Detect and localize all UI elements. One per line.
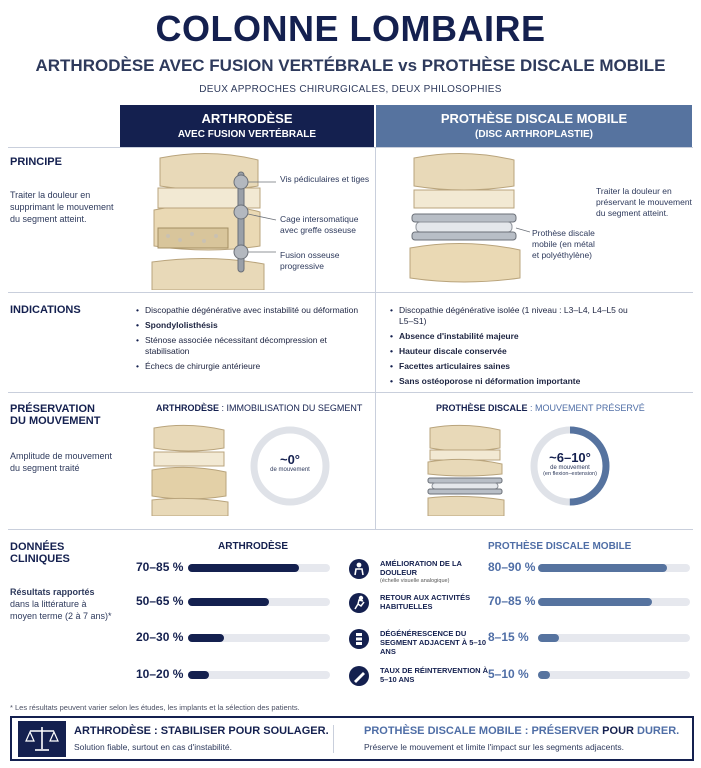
disc-prosthesis-icon	[412, 214, 516, 240]
list-item: • Discopathie dégénérative avec instabilité ou déformation	[136, 305, 361, 316]
row-desc-strong: Résultats rapportés	[10, 587, 95, 597]
clinical-category	[380, 629, 490, 656]
divider	[8, 392, 693, 393]
heading-strong: ARTHRODÈSE	[156, 403, 220, 413]
summary-title-part: STABILISER POUR SOULAGER.	[160, 725, 329, 737]
scalpel-icon	[349, 666, 369, 686]
list-item: • Absence d'instabilité majeure	[390, 331, 630, 342]
arthrodese-value: 20–30 %	[136, 630, 184, 644]
scale-badge	[18, 721, 66, 757]
clinical-category-label: AMÉLIORATION DE LA DOULEUR	[380, 559, 462, 577]
motion-note: (en flexion–extension)	[543, 471, 597, 477]
summary-title-part: PROTHÈSE DISCALE MOBILE :	[364, 725, 532, 737]
row-label-line: DU MOUVEMENT	[10, 415, 101, 427]
arthrodese-value: 70–85 %	[136, 560, 184, 574]
prothese-value: 5–10 %	[488, 667, 529, 681]
arthrodese-bar-track	[188, 671, 330, 679]
disc-icon	[414, 190, 514, 208]
donnees-right-heading: PROTHÈSE DISCALE MOBILE	[488, 541, 632, 552]
list-item: • Sténose associée nécessitant décompression et stabilisation	[136, 335, 361, 357]
summary-right-sub: Préserve le mouvement et limite l'impact sur les segments adjacents.	[364, 742, 625, 752]
summary-right-title	[364, 725, 679, 737]
indications-list-prothese	[390, 305, 630, 391]
divider	[8, 292, 693, 293]
callout-prothese-discale: Prothèse discale mobile (en métal et polyéthylène)	[532, 228, 595, 260]
clinical-category	[380, 666, 490, 684]
divider	[8, 147, 693, 148]
column-header-subtitle: (DISC ARTHROPLASTIE)	[475, 129, 593, 140]
spine-prosthesis-small-illustration	[424, 424, 506, 516]
heading-rest: : IMMOBILISATION DU SEGMENT	[219, 403, 363, 413]
callout-fusion-osseuse: Fusion osseuse progressive	[280, 250, 340, 271]
column-divider	[375, 147, 376, 529]
callout-vis-pediculaires: Vis pédiculaires et tiges	[280, 174, 370, 184]
vertebra-icon	[152, 153, 264, 290]
page-tagline: DEUX APPROCHES CHIRURGICALES, DEUX PHILOSOPHIES	[199, 84, 502, 95]
callout-cage-intersomatique: Cage intersomatique avec greffe osseuse	[280, 214, 359, 235]
arthrodese-bar-fill	[188, 564, 299, 572]
list-item: • Sans ostéoporose ni déformation importante	[390, 376, 630, 387]
indications-list-arthrodese	[136, 305, 361, 376]
clinical-category-note: (échelle visuelle analogique)	[380, 578, 450, 584]
clinical-category	[380, 559, 490, 586]
running-icon	[349, 593, 369, 613]
column-header-title: PROTHÈSE DISCALE MOBILE	[440, 111, 628, 126]
prothese-value: 80–90 %	[488, 560, 536, 574]
list-item: • Spondylolisthésis	[136, 320, 361, 331]
page-title: COLONNE LOMBAIRE	[155, 8, 546, 49]
prothese-bar-fill	[538, 671, 550, 679]
arthrodese-bar-track	[188, 564, 330, 572]
arthrodese-bar-track	[188, 634, 330, 642]
summary-left-title	[74, 725, 329, 737]
row-label-line: PRÉSERVATION	[10, 403, 95, 415]
row-label-line: DONNÉES	[10, 541, 65, 553]
page-subtitle: ARTHRODÈSE AVEC FUSION VERTÉBRALE vs PROTHÈSE DISCALE MOBILE	[35, 56, 666, 75]
prothese-bar-track	[538, 564, 690, 572]
divider	[8, 529, 693, 530]
arthrodese-value: 10–20 %	[136, 667, 184, 681]
column-header-prothese	[376, 105, 692, 147]
spine-fused-small-illustration	[148, 424, 230, 516]
row-desc-rest: dans la littérature à moyen terme (2 à 7 ans)*	[10, 599, 112, 621]
person-icon	[349, 559, 369, 579]
spine-prosthesis-illustration	[400, 152, 530, 290]
motion-value: ~0°	[279, 452, 301, 467]
arthrodese-bar-track	[188, 598, 330, 606]
list-item: • Discopathie dégénérative isolée (1 niveau : L3–L4, L4–L5 ou L5–S1)	[390, 305, 630, 327]
row-label-principe: PRINCIPE	[10, 156, 62, 168]
arthrodese-bar-fill	[188, 598, 269, 606]
principe-right-desc: Traiter la douleur en préservant le mouvement du segment atteint.	[596, 186, 692, 218]
row-desc-donnees	[10, 586, 115, 622]
column-header-arthrodese	[120, 105, 374, 147]
callout-line	[516, 228, 530, 232]
summary-title-part: POUR	[599, 725, 638, 737]
motion-unit: de mouvement	[550, 465, 590, 471]
summary-left-sub: Solution fiable, surtout en cas d'instabilité.	[74, 742, 233, 752]
motion-unit: de mouvement	[270, 467, 310, 473]
prothese-value: 70–85 %	[488, 594, 536, 608]
row-desc-mouvement: Amplitude de mouvement du segment traité	[10, 451, 113, 473]
row-label-indications: INDICATIONS	[10, 304, 81, 316]
arthrodese-value: 50–65 %	[136, 594, 184, 608]
scale-icon	[18, 721, 66, 757]
clinical-category-label: TAUX DE RÉINTERVENTION À 5–10 ANS	[380, 666, 489, 684]
summary-box	[10, 716, 694, 761]
footnote: * Les résultats peuvent varier selon les études, les implants et la sélection des patients.	[10, 703, 300, 712]
motion-dial-prothese-label	[528, 450, 612, 477]
clinical-category-label: RETOUR AUX ACTIVITÉS HABITUELLES	[380, 593, 471, 611]
prothese-bar-fill	[538, 634, 559, 642]
clinical-category	[380, 593, 490, 611]
list-item: • Hauteur discale conservée	[390, 346, 630, 357]
summary-title-part: PRÉSERVER	[531, 725, 600, 737]
list-item: • Échecs de chirurgie antérieure	[136, 361, 361, 372]
mouvement-left-heading	[156, 403, 362, 413]
prothese-bar-fill	[538, 598, 652, 606]
row-label-donnees	[10, 541, 120, 565]
summary-divider	[333, 725, 334, 753]
spine-fusion-illustration	[140, 152, 280, 290]
prothese-bar-fill	[538, 564, 667, 572]
disc-icon	[158, 188, 260, 208]
row-label-line: CLINIQUES	[10, 553, 70, 565]
motion-dial-arthrodese-label	[248, 452, 332, 473]
column-header-title: ARTHRODÈSE	[201, 111, 293, 126]
prothese-bar-track	[538, 598, 690, 606]
bone-graft-cage-icon	[158, 228, 228, 248]
summary-title-part: DURER.	[637, 725, 680, 737]
row-label-mouvement	[10, 403, 120, 427]
prothese-bar-track	[538, 634, 690, 642]
clinical-category-label: DÉGÉNÉRESCENCE DU SEGMENT ADJACENT À 5–10 ANS	[380, 629, 486, 656]
heading-rest: : MOUVEMENT PRÉSERVÉ	[527, 403, 645, 413]
arthrodese-bar-fill	[188, 634, 224, 642]
prothese-value: 8–15 %	[488, 630, 529, 644]
summary-title-part: ARTHRODÈSE :	[74, 725, 161, 737]
spine-icon	[349, 629, 369, 649]
mouvement-right-heading	[436, 403, 645, 413]
donnees-left-heading: ARTHRODÈSE	[218, 541, 289, 552]
list-item: • Facettes articulaires saines	[390, 361, 630, 372]
row-desc-principe: Traiter la douleur en supprimant le mouvement du segment atteint.	[10, 190, 114, 224]
motion-value: ~6–10°	[549, 450, 591, 465]
column-header-subtitle: AVEC FUSION VERTÉBRALE	[177, 129, 317, 140]
prothese-bar-track	[538, 671, 690, 679]
heading-strong: PROTHÈSE DISCALE	[436, 403, 528, 413]
arthrodese-bar-fill	[188, 671, 209, 679]
